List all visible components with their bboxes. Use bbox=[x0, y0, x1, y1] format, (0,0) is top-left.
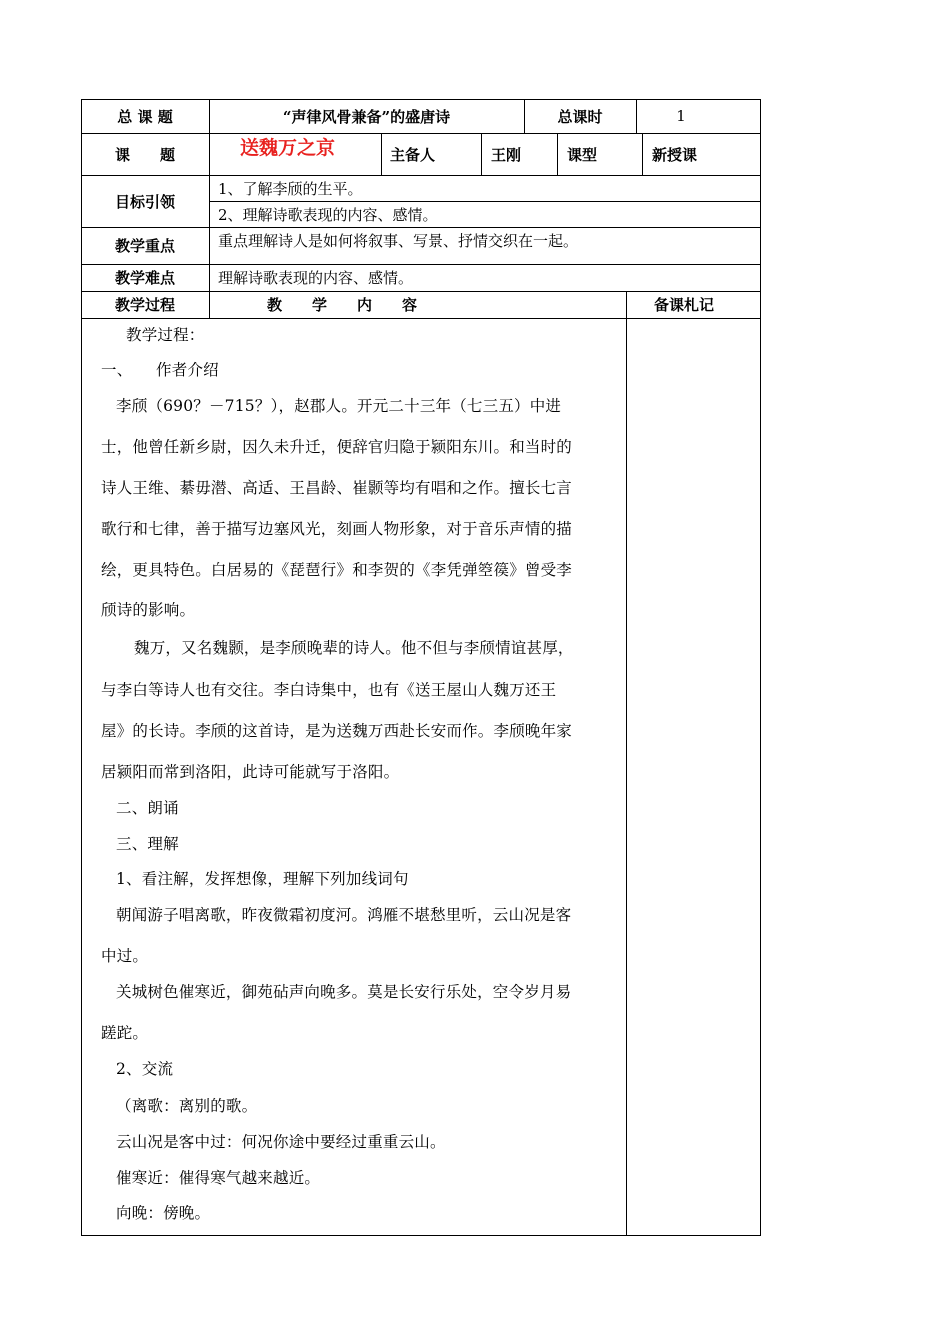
col-divider bbox=[626, 291, 627, 1235]
difficulty-text: 理解诗歌表现的内容、感情。 bbox=[218, 269, 414, 287]
lesson-type-label: 课型 bbox=[567, 145, 598, 164]
total-periods-value: 1 bbox=[676, 107, 686, 125]
body-line: 三、理解 bbox=[116, 835, 179, 853]
body-line: 朝闻游子唱离歌，昨夜微霜初度河。鸿雁不堪愁里听，云山况是客 bbox=[116, 906, 572, 924]
row-divider bbox=[81, 318, 761, 319]
body-line: 歌行和七律，善于描写边塞风光，刻画人物形象，对于音乐声情的描 bbox=[101, 520, 573, 538]
col-divider bbox=[481, 133, 482, 175]
col-divider bbox=[642, 133, 643, 175]
body-line: 中过。 bbox=[101, 947, 149, 965]
total-topic-label: 总 课 题 bbox=[117, 107, 173, 126]
body-line: 诗人王维、綦毋潜、高适、王昌龄、崔颢等均有唱和之作。擅长七言 bbox=[101, 479, 573, 497]
topic-title: 送魏万之京 bbox=[240, 136, 336, 159]
goal-item: 1、了解李颀的生平。 bbox=[218, 179, 363, 198]
body-line: 颀诗的影响。 bbox=[101, 601, 196, 619]
key-point-label: 教学重点 bbox=[114, 237, 175, 255]
topic-label: 课 题 bbox=[114, 145, 175, 164]
goal-item: 2、理解诗歌表现的内容、感情。 bbox=[218, 205, 438, 224]
col-divider bbox=[557, 133, 558, 175]
body-line: 1、看注解，发挥想像，理解下列加线词句 bbox=[116, 870, 409, 888]
body-line: 李颀（690？－715？），赵郡人。开元二十三年（七三五）中进 bbox=[116, 397, 562, 415]
goals-label: 目标引领 bbox=[114, 192, 175, 211]
body-line: 一、 作者介绍 bbox=[101, 361, 219, 379]
lesson-type-value: 新授课 bbox=[652, 145, 698, 164]
difficulty-label: 教学难点 bbox=[114, 269, 175, 287]
body-line: 魏万，又名魏颢，是李颀晚辈的诗人。他不但与李颀情谊甚厚， bbox=[134, 639, 574, 657]
body-line: 蹉跎。 bbox=[101, 1024, 149, 1042]
body-line: 士，他曾任新乡尉，因久未升迁，便辞官归隐于颍阳东川。和当时的 bbox=[101, 438, 573, 456]
key-point-text: 重点理解诗人是如何将叙事、写景、抒情交织在一起。 bbox=[218, 231, 579, 250]
table-border-bottom bbox=[81, 1235, 761, 1236]
content-label: 教 学 内 容 bbox=[266, 296, 417, 314]
body-line: 催寒近：催得寒气越来越近。 bbox=[116, 1169, 321, 1187]
body-line: 向晚：傍晚。 bbox=[116, 1204, 211, 1222]
body-line: 云山况是客中过：何况你途中要经过重重云山。 bbox=[116, 1133, 446, 1151]
body-line: 居颍阳而常到洛阳，此诗可能就写于洛阳。 bbox=[101, 763, 400, 781]
table-border-right bbox=[760, 99, 761, 1235]
body-line: 屋》的长诗。李颀的这首诗，是为送魏万西赴长安而作。李颀晚年家 bbox=[101, 722, 573, 740]
body-line: 关城树色催寒近，御苑砧声向晚多。莫是长安行乐处，空令岁月易 bbox=[116, 983, 572, 1001]
body-line: 教学过程： bbox=[126, 326, 205, 344]
total-periods-label: 总课时 bbox=[557, 107, 603, 126]
body-line: （离歌：离别的歌。 bbox=[116, 1097, 258, 1115]
body-line: 2、交流 bbox=[116, 1060, 174, 1078]
process-label: 教学过程 bbox=[114, 296, 175, 314]
body-line: 二、朗诵 bbox=[116, 799, 179, 817]
body-line: 绘，更具特色。白居易的《琵琶行》和李贺的《李凭弹箜篌》曾受李 bbox=[101, 561, 573, 579]
preparer-value: 王刚 bbox=[491, 145, 522, 164]
preparer-label: 主备人 bbox=[390, 145, 436, 164]
body-line: 与李白等诗人也有交往。李白诗集中，也有《送王屋山人魏万还王 bbox=[101, 681, 557, 699]
total-topic-value: “声律风骨兼备”的盛唐诗 bbox=[282, 107, 451, 126]
col-divider bbox=[381, 133, 382, 175]
notes-label: 备课札记 bbox=[653, 296, 714, 314]
